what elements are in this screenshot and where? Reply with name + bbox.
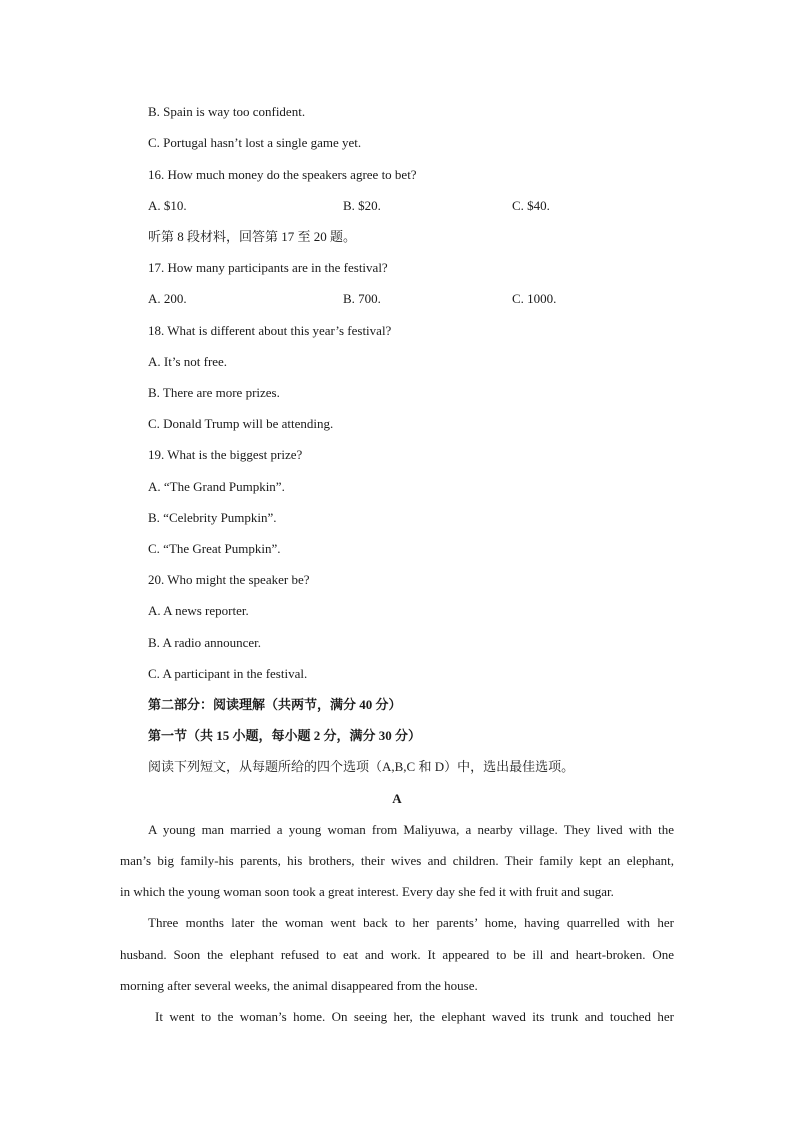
part2-heading: 第二部分：阅读理解（共两节，满分 40 分） [148, 697, 402, 712]
passage-line-1: A young man married a young woman from Maliyuwa, a nearby village. They lived with the [148, 822, 674, 837]
q17-option-a: A. 200. [148, 291, 187, 306]
q17-question: 17. How many participants are in the festival? [148, 260, 388, 275]
q20-question: 20. Who might the speaker be? [148, 572, 310, 587]
q16-question: 16. How much money do the speakers agree to bet? [148, 167, 417, 182]
q19-option-c: C. “The Great Pumpkin”. [148, 541, 281, 556]
q17-option-b: B. 700. [343, 291, 381, 306]
passage-line-5: husband. Soon the elephant refused to eat and work. It appeared to be ill and heart-broken. One [120, 947, 674, 962]
passage-title: A [392, 791, 402, 806]
q19-question: 19. What is the biggest prize? [148, 447, 303, 462]
q16-option-b: B. $20. [343, 198, 381, 213]
q20-option-a: A. A news reporter. [148, 603, 249, 618]
q18-option-b: B. There are more prizes. [148, 385, 280, 400]
passage-line-3: in which the young woman soon took a great interest. Every day she fed it with fruit and sugar. [120, 884, 614, 899]
q15-option-b: B. Spain is way too confident. [148, 104, 306, 119]
passage-line-2: man’s big family-his parents, his brothers, their wives and children. Their family kept an elephant, [120, 853, 674, 868]
q16-option-c: C. $40. [512, 198, 550, 213]
q19-option-b: B. “Celebrity Pumpkin”. [148, 510, 277, 525]
section8-instruction: 听第 8 段材料，回答第 17 至 20 题。 [148, 229, 357, 244]
section1-heading: 第一节（共 15 小题，每小题 2 分，满分 30 分） [148, 728, 422, 743]
passage-line-4: Three months later the woman went back to her parents’ home, having quarrelled with her [148, 915, 674, 930]
q17-option-c: C. 1000. [512, 291, 557, 306]
q16-option-a: A. $10. [148, 198, 187, 213]
q19-option-a: A. “The Grand Pumpkin”. [148, 479, 285, 494]
passage-line-6: morning after several weeks, the animal disappeared from the house. [120, 978, 478, 993]
q20-option-b: B. A radio announcer. [148, 635, 262, 650]
q20-option-c: C. A participant in the festival. [148, 666, 308, 681]
q18-option-c: C. Donald Trump will be attending. [148, 416, 334, 431]
passage-line-7: It went to the woman’s home. On seeing her, the elephant waved its trunk and touched her [155, 1009, 674, 1024]
q18-option-a: A. It’s not free. [148, 354, 228, 369]
reading-instruction: 阅读下列短文，从每题所给的四个选项（A,B,C 和 D）中，选出最佳选项。 [148, 759, 575, 774]
q15-option-c: C. Portugal hasn’t lost a single game yet. [148, 135, 362, 150]
q18-question: 18. What is different about this year’s festival? [148, 323, 392, 338]
